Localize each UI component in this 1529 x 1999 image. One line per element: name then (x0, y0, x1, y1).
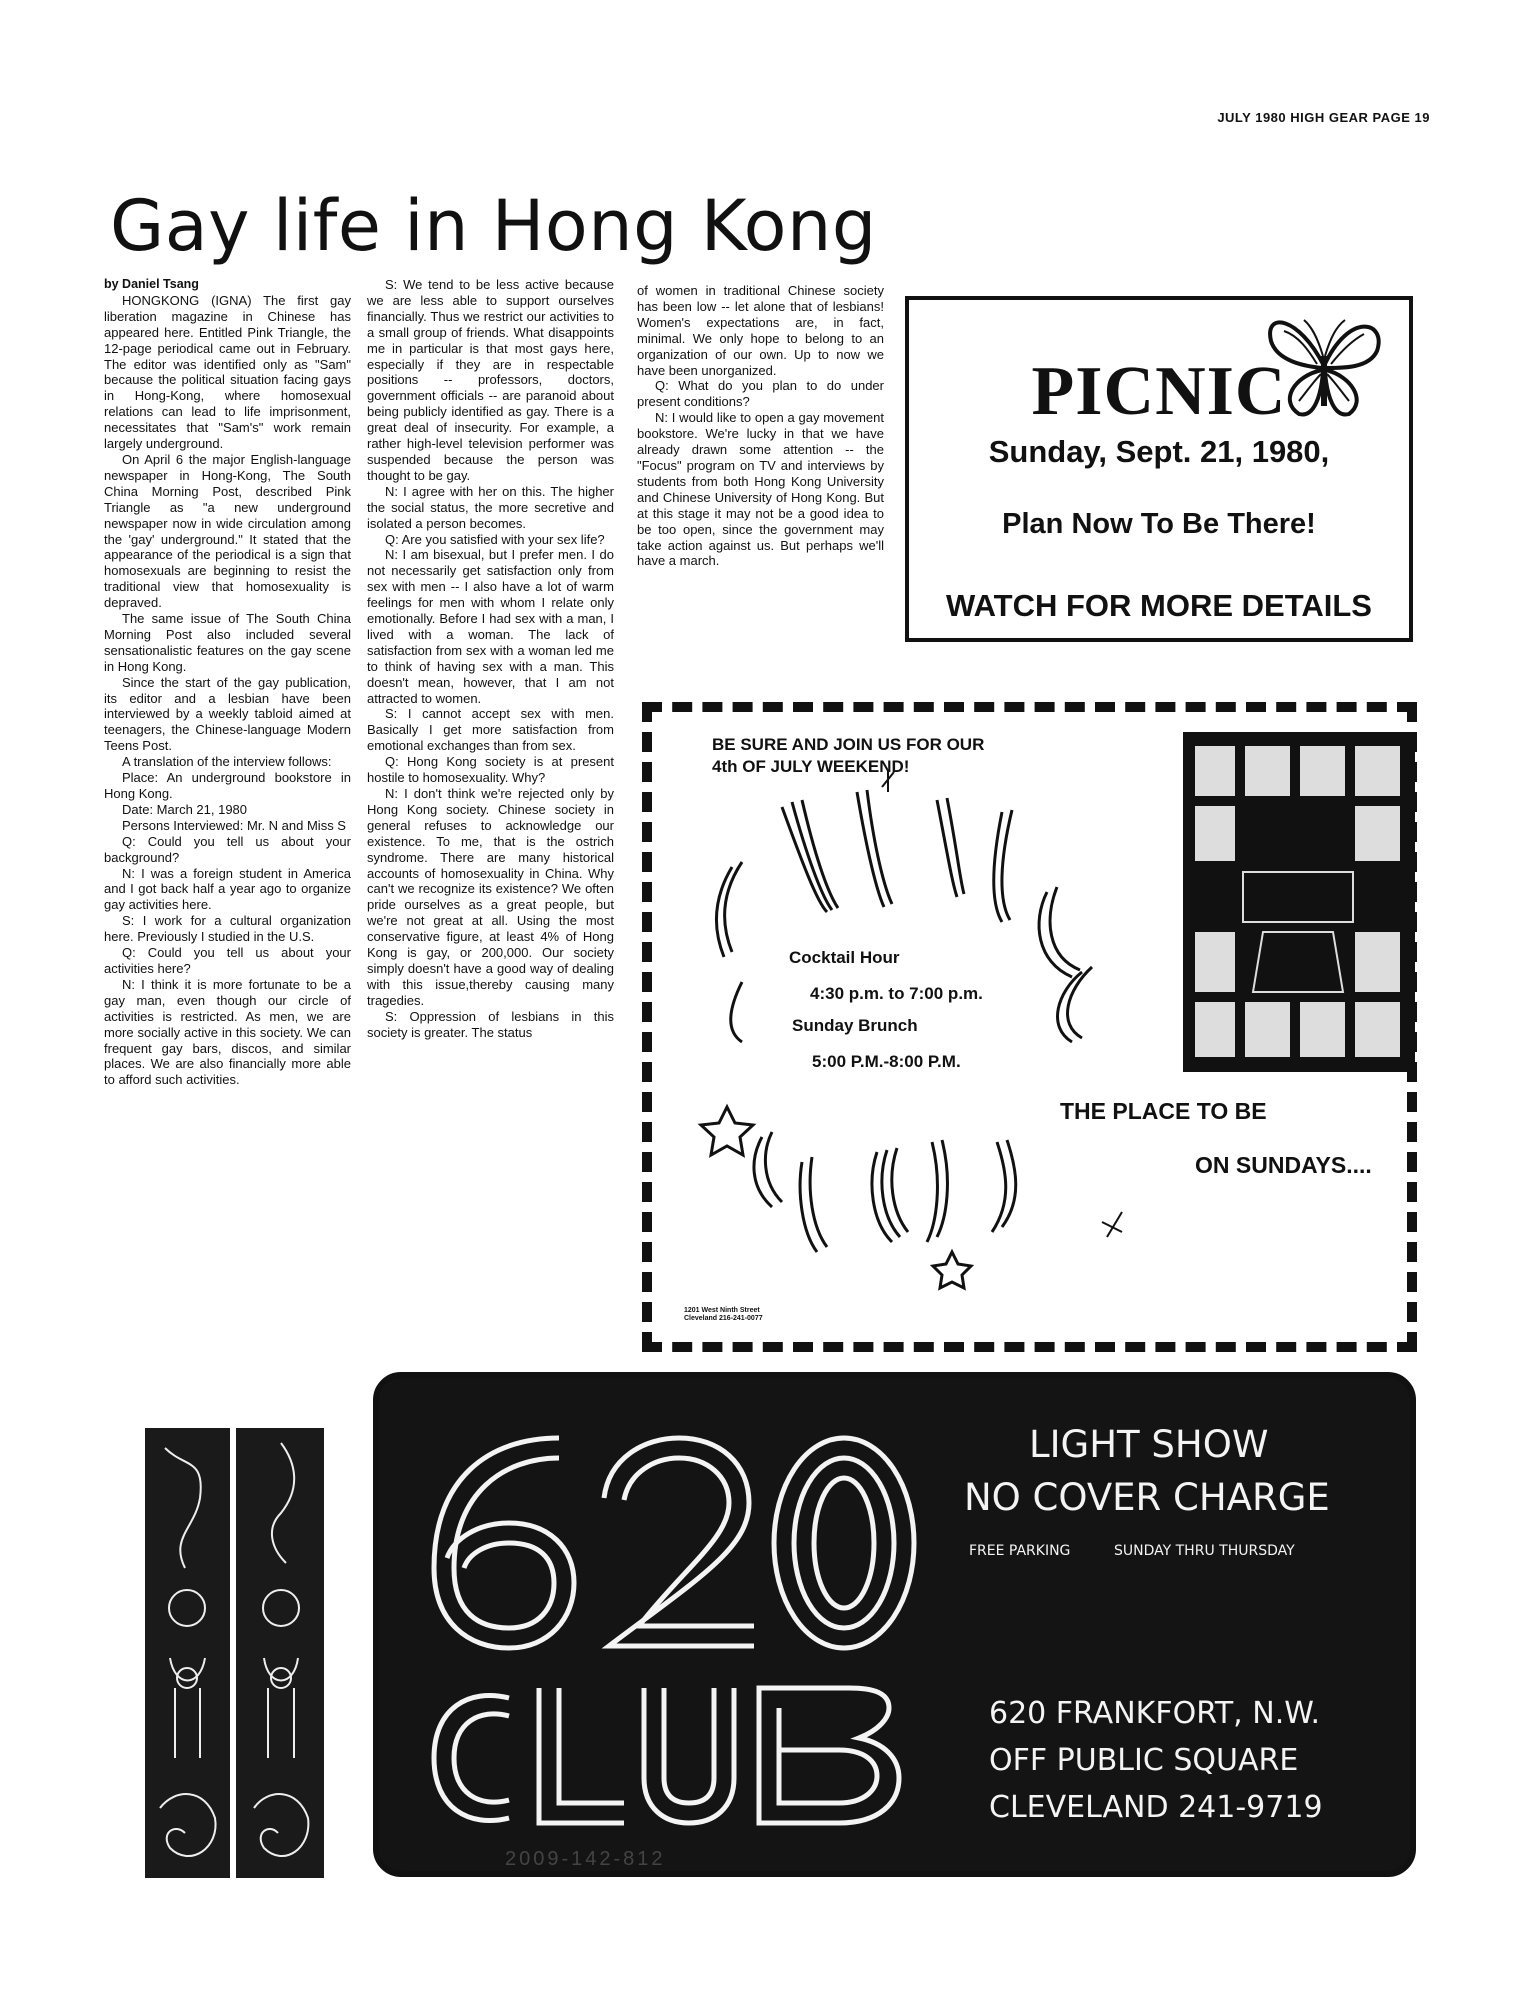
picnic-date: Sunday, Sept. 21, 1980, (988, 434, 1330, 469)
no-cover-charge: NO COVER CHARGE (964, 1476, 1330, 1519)
paragraph: N: I was a foreign student in America and I got back half a year ago to organize gay activities here. (104, 865, 351, 913)
club-620-ad (373, 1372, 1416, 1877)
stray-mirrored-text: 2009-142-812 (505, 1848, 666, 1870)
ornament-icon (236, 1428, 324, 1878)
paragraph: A translation of the interview follows: (122, 754, 332, 770)
paragraph: Q: What do you plan to do under present conditions? (637, 378, 884, 410)
article-title: Gay life in Hong Kong (110, 185, 877, 267)
paragraph: N: I am bisexual, but I prefer men. I do not necessarily get satisfaction only from sex with men -- I also have a lot of warm feelings for men with whom I relate only emotionally. Before I had sex with a man, I lived with a woman. The lack of satisfaction from sex with a woman led me to think of having sex with a man. This doesn't mean, however, that I am not attracted to women. (367, 547, 614, 706)
article-column-3 (637, 283, 884, 569)
paragraph: HONGKONG (IGNA) The first gay liberation magazine in Chinese has appeared here. Entitled Pink Triangle, the 12-page periodical came out in February. The editor was identified only as "Sam" because the political situation facing gays in Hong-Kong, where homosexual relations can lead to life imprisonment, necessitates that "Sam's" work remain largely underground. (104, 292, 351, 452)
paragraph: Persons Interviewed: Mr. N and Miss S (122, 817, 346, 833)
paragraph: N: I agree with her on this. The higher the social status, the more secretive and isolated a person becomes. (367, 483, 614, 531)
ornament-panel-right (236, 1428, 324, 1878)
byline: by Daniel Tsang (104, 277, 199, 291)
paragraph: N: I think it is more fortunate to be a gay man, even though our circle of activities is restricted. As men, we are more socially active in this society. We can frequent gay bars, discos, and similar places. We are also financially more able to afford such activities. (104, 976, 351, 1088)
article-column-1 (104, 277, 351, 1088)
paragraph: Date: March 21, 1980 (122, 801, 248, 817)
sunday-brunch: Sunday Brunch (792, 1016, 918, 1035)
sunday-thru-thursday: SUNDAY THRU THURSDAY (1114, 1543, 1295, 1559)
july-address (684, 1307, 763, 1323)
paragraph: On April 6 the major English-language newspaper in Hong-Kong, The South China Morning Post, described Pink Triangle as "a new underground newspaper now in wide circulation among the 'gay' underground." It stated that the appearance of the periodical is a sign that homosexuals are beginning to resist the traditional view that homosexuality is depraved. (104, 451, 351, 611)
page-header: JULY 1980 HIGH GEAR PAGE 19 (1217, 110, 1430, 125)
july-address-line-1: 1201 West Ninth Street (684, 1307, 760, 1314)
paragraph: N: I would like to open a gay movement bookstore. We're lucky in that we have already drawn some attention -- the "Focus" program on TV and interviews by students from both Hong Kong University and Chinese University of Hong Kong. But at this stage it may not be a good idea to be too open, since the government may take action against us. But perhaps we'll have a march. (637, 410, 884, 569)
paragraph: S: I work for a cultural organization here. Previously I studied in the U.S. (104, 913, 351, 945)
paragraph: S: We tend to be less active because we are less able to support ourselves financially. Thus we restrict our activities to a small group of friends. What disappoints me in particular is that most gays here, especially if they are in respectable positions -- professors, doctors, government officials -- are paranoid about being publicly identified as gay. There is a great deal of insecurity. For example, a rather high-level television performer was suspended because the person was thought to be gay. (367, 277, 614, 483)
july-headline (712, 734, 984, 778)
july-address-line-2: Cleveland 216-241-0077 (684, 1315, 763, 1322)
club-address-line-2: OFF PUBLIC SQUARE (989, 1743, 1299, 1778)
picnic-ad (905, 296, 1413, 642)
paragraph: Q: Hong Kong society is at present hostile to homosexuality. Why? (367, 754, 614, 786)
paragraph: N: I don't think we're rejected only by Hong Kong society. Chinese society in general refuses to acknowledge our existence. To me, that is the ostrich syndrome. There are many historical accounts of homosexuality in China. Why can't we recognize its existence? We often pride ourselves as a great people, but we're not great at all. Using the most conservative figure, at least 4% of Hong Kong is gay, or 200,000. Our society simply doesn't have a good way of dealing with this issue,thereby causing many tragedies. (367, 786, 614, 1008)
paragraph: Q: Could you tell us about your background? (104, 833, 351, 865)
article-column-2 (367, 277, 614, 1041)
paragraph: Since the start of the gay publication, its editor and a lesbian have been interviewed by a weekly tabloid aimed at teenagers, the Chinese-language Modern Teens Post. (104, 674, 351, 754)
july-headline-line-1: BE SURE AND JOIN US FOR OUR (712, 735, 985, 754)
club-address-line-3: CLEVELAND 241-9719 (989, 1790, 1323, 1825)
july-headline-line-2: 4th OF JULY WEEKEND! (712, 757, 910, 776)
paragraph: of women in traditional Chinese society has been low -- let alone that of lesbians! Women's expectations are, in fact, minimal. We only hope to belong to an organization of our own. Up to now we have been unorganized. (637, 283, 884, 378)
paragraph: Place: An underground bookstore in Hong Kong. (104, 770, 351, 801)
picnic-watch: WATCH FOR MORE DETAILS (946, 588, 1372, 623)
paragraph: Q: Could you tell us about your activities here? (104, 945, 351, 976)
july-ad (642, 702, 1417, 1352)
picnic-plan: Plan Now To Be There! (1002, 508, 1316, 540)
ornament-panel-left (145, 1428, 230, 1878)
on-sundays: ON SUNDAYS.... (1195, 1152, 1372, 1178)
paragraph: Q: Are you satisfied with your sex life? (385, 531, 605, 547)
free-parking: FREE PARKING (969, 1543, 1071, 1559)
place-to-be: THE PLACE TO BE (1060, 1098, 1267, 1124)
club-address-line-1: 620 FRANKFORT, N.W. (989, 1696, 1320, 1731)
brunch-time: 5:00 P.M.-8:00 P.M. (812, 1052, 961, 1071)
cocktail-hour: Cocktail Hour (789, 948, 900, 967)
light-show: LIGHT SHOW (1029, 1423, 1269, 1466)
paragraph: S: Oppression of lesbians in this society is greater. The status (367, 1008, 614, 1040)
cocktail-time: 4:30 p.m. to 7:00 p.m. (810, 984, 983, 1003)
stained-glass-window-icon (1183, 732, 1415, 1072)
paragraph: The same issue of The South China Morning Post also included several sensationalistic features on the gay scene in Hong Kong. (104, 611, 351, 674)
ornament-icon (145, 1428, 230, 1878)
club-logo-icon (409, 1418, 929, 1838)
picnic-title: PICNIC (1031, 353, 1287, 430)
paragraph: S: I cannot accept sex with men. Basically I get more satisfaction from emotional exchanges than from sex. (367, 706, 614, 754)
